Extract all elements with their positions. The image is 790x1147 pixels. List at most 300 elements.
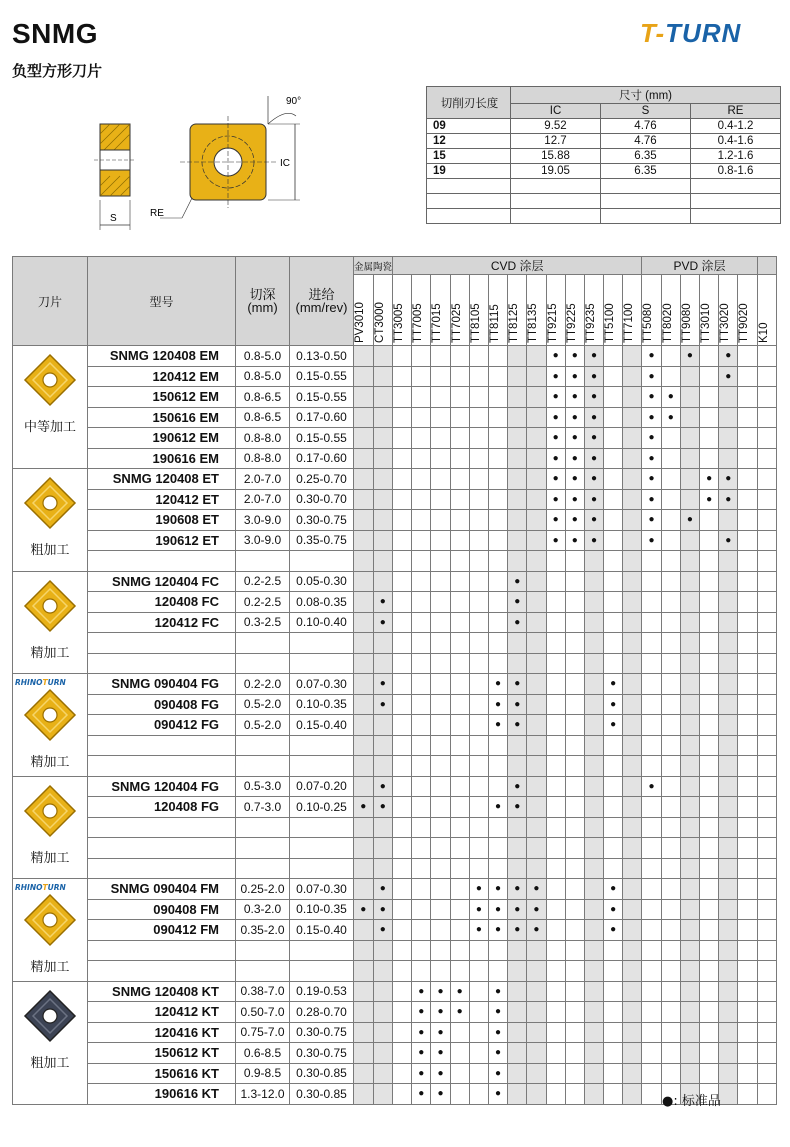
grade-cell [738, 838, 757, 859]
table-row [13, 407, 777, 428]
grade-cell [757, 920, 776, 941]
depth-cell: 0.35-2.0 [236, 920, 290, 941]
grade-cell [393, 592, 412, 613]
grade-cell [757, 366, 776, 387]
grade-cell [546, 612, 565, 633]
grade-cell [431, 387, 450, 408]
grade-cell [584, 653, 603, 674]
grade-header: TT7005 [412, 275, 431, 346]
grade-cell [431, 879, 450, 900]
grade-cell [431, 797, 450, 818]
dim-row [427, 119, 781, 134]
grade-cell [604, 838, 623, 859]
grade-cell [661, 817, 680, 838]
dim-row [427, 134, 781, 149]
feed-cell: 0.17-0.60 [290, 448, 354, 469]
grade-cell [604, 653, 623, 674]
grade-cell [584, 981, 603, 1002]
grade-cell [450, 366, 469, 387]
grade-cell [584, 858, 603, 879]
grade-cell [469, 694, 488, 715]
grade-cell [412, 735, 431, 756]
grade-cell [450, 920, 469, 941]
grade-cell [354, 961, 374, 982]
grade-cell [488, 571, 507, 592]
grade-cell [393, 940, 412, 961]
blade-cell [13, 776, 88, 879]
insert-icon [22, 352, 78, 408]
grade-cell [354, 489, 374, 510]
grade-header: TT8125 [508, 275, 527, 346]
grade-cell [738, 1084, 757, 1105]
grade-cell [757, 879, 776, 900]
table-row [13, 366, 777, 387]
grade-cell [488, 428, 507, 449]
grade-cell [757, 858, 776, 879]
grade-cell [604, 1002, 623, 1023]
feed-cell: 0.15-0.55 [290, 428, 354, 449]
grade-cell [623, 407, 642, 428]
grade-cell [354, 776, 374, 797]
grade-cell [412, 694, 431, 715]
grade-cell [488, 612, 507, 633]
model-cell: 190612 EM [88, 428, 236, 449]
grade-cell [623, 612, 642, 633]
grade-cell [546, 940, 565, 961]
grade-cell [680, 387, 699, 408]
grade-cell [450, 612, 469, 633]
grade-cell [527, 735, 546, 756]
depth-cell: 2.0-7.0 [236, 489, 290, 510]
grade-cell: ● [565, 366, 584, 387]
grade-cell [488, 735, 507, 756]
grade-cell [719, 387, 738, 408]
feed-cell: 0.30-0.85 [290, 1084, 354, 1105]
grade-cell [488, 940, 507, 961]
grade-cell [354, 428, 374, 449]
grade-cell [623, 961, 642, 982]
grade-cell [757, 346, 776, 367]
grade-cell [546, 715, 565, 736]
grade-cell [527, 407, 546, 428]
grade-cell [488, 756, 507, 777]
grade-cell [623, 838, 642, 859]
page-subtitle: 负型方形刀片 [12, 62, 103, 80]
grade-cell [738, 428, 757, 449]
blade-label: 粗加工 [30, 543, 70, 558]
grade-cell [431, 612, 450, 633]
model-cell: 150612 KT [88, 1043, 236, 1064]
grade-cell [527, 1043, 546, 1064]
grade-cell [604, 797, 623, 818]
grade-cell [393, 715, 412, 736]
grade-cell: ● [642, 489, 661, 510]
grade-cell [584, 920, 603, 941]
blade-label: 粗加工 [30, 1055, 70, 1071]
grade-cell [738, 633, 757, 654]
grade-cell [584, 961, 603, 982]
grade-cell [354, 469, 374, 490]
grade-cell: ● [527, 899, 546, 920]
grade-cell [546, 633, 565, 654]
grade-cell [450, 756, 469, 777]
model-cell [88, 940, 236, 961]
table-row [13, 1002, 777, 1023]
grade-cell [527, 366, 546, 387]
grade-cell [373, 633, 393, 654]
feed-cell [290, 817, 354, 838]
grade-cell [738, 530, 757, 551]
grade-header: TT9235 [584, 275, 603, 346]
grade-cell [719, 428, 738, 449]
grade-cell [642, 694, 661, 715]
model-cell: SNMG 120404 FG [88, 776, 236, 797]
grade-cell [565, 1043, 584, 1064]
grade-cell: ● [584, 428, 603, 449]
grade-cell [623, 735, 642, 756]
grade-cell [373, 1022, 393, 1043]
blade-label: 精加工 [30, 960, 70, 975]
grade-cell [757, 633, 776, 654]
depth-cell: 0.8-8.0 [236, 448, 290, 469]
grade-cell [412, 612, 431, 633]
table-row [13, 530, 777, 551]
grade-cell: ● [373, 879, 393, 900]
grade-cell [584, 838, 603, 859]
grade-cell [738, 571, 757, 592]
s-label: S [110, 213, 117, 224]
grade-cell [738, 981, 757, 1002]
grade-cell [527, 797, 546, 818]
grade-cell: ● [488, 1002, 507, 1023]
grade-header: TT7025 [450, 275, 469, 346]
model-cell: 120412 FC [88, 612, 236, 633]
grade-cell [680, 797, 699, 818]
grade-cell [680, 899, 699, 920]
grade-cell: ● [546, 510, 565, 531]
grade-cell [757, 961, 776, 982]
grade-cell [354, 1063, 374, 1084]
grade-cell: ● [584, 387, 603, 408]
grade-cell [488, 346, 507, 367]
grade-cell [680, 653, 699, 674]
grade-cell [719, 612, 738, 633]
grade-cell [527, 612, 546, 633]
grade-cell [488, 633, 507, 654]
feed-cell: 0.10-0.40 [290, 612, 354, 633]
depth-cell: 0.5-3.0 [236, 776, 290, 797]
grade-cell: ● [700, 489, 719, 510]
grade-cell [546, 551, 565, 572]
grade-cell [527, 469, 546, 490]
grade-cell [373, 817, 393, 838]
grade-cell [488, 530, 507, 551]
grade-cell [738, 653, 757, 674]
model-cell [88, 838, 236, 859]
grade-cell [488, 469, 507, 490]
grade-cell [565, 694, 584, 715]
grade-cell [700, 674, 719, 695]
grade-cell [508, 1022, 527, 1043]
grade-cell [450, 879, 469, 900]
depth-cell: 3.0-9.0 [236, 530, 290, 551]
grade-cell [354, 407, 374, 428]
grade-cell [527, 387, 546, 408]
grade-cell [450, 776, 469, 797]
grade-cell: ● [469, 879, 488, 900]
brand-logo [640, 18, 780, 48]
grade-cell [354, 858, 374, 879]
grade-cell [757, 571, 776, 592]
grade-cell [738, 1043, 757, 1064]
grade-cell [661, 612, 680, 633]
model-cell: 190616 KT [88, 1084, 236, 1105]
feed-cell: 0.35-0.75 [290, 530, 354, 551]
grade-cell [661, 653, 680, 674]
grade-cell [757, 592, 776, 613]
feed-cell [290, 756, 354, 777]
depth-cell: 0.5-2.0 [236, 715, 290, 736]
grade-cell [642, 633, 661, 654]
model-cell: 120408 FG [88, 797, 236, 818]
depth-cell [236, 940, 290, 961]
grade-cell [738, 407, 757, 428]
grade-cell [412, 551, 431, 572]
grade-cell: ● [431, 1002, 450, 1023]
table-row [13, 674, 777, 695]
grade-cell [642, 1084, 661, 1105]
grade-cell [738, 961, 757, 982]
grade-cell [412, 448, 431, 469]
depth-cell: 0.8-6.5 [236, 407, 290, 428]
grade-cell [450, 346, 469, 367]
grade-cell [584, 817, 603, 838]
grade-cell [623, 920, 642, 941]
depth-cell: 0.8-6.5 [236, 387, 290, 408]
grade-header: TT9225 [565, 275, 584, 346]
grade-cell [431, 961, 450, 982]
grade-cell [719, 592, 738, 613]
model-cell: 150612 EM [88, 387, 236, 408]
grade-cell: ● [604, 674, 623, 695]
grade-cell [354, 633, 374, 654]
grade-cell [565, 1002, 584, 1023]
dim-cell-len: 12 [427, 134, 511, 149]
grade-cell [604, 1043, 623, 1064]
grade-cell: ● [488, 981, 507, 1002]
grade-cell [738, 1063, 757, 1084]
grade-cell [508, 961, 527, 982]
grade-cell [661, 448, 680, 469]
grade-cell [584, 674, 603, 695]
grade-cell [546, 1002, 565, 1023]
grade-cell [757, 612, 776, 633]
grade-cell [661, 838, 680, 859]
feed-cell: 0.07-0.30 [290, 879, 354, 900]
grade-cell [680, 674, 699, 695]
depth-cell [236, 633, 290, 654]
grade-cell [354, 674, 374, 695]
grade-cell [757, 1063, 776, 1084]
grade-cell [623, 653, 642, 674]
grade-cell: ● [508, 571, 527, 592]
table-row [13, 817, 777, 838]
grade-cell [450, 1022, 469, 1043]
grade-cell [373, 1002, 393, 1023]
grade-cell [661, 633, 680, 654]
grade-header: TT5100 [604, 275, 623, 346]
grade-cell [565, 817, 584, 838]
grade-cell [373, 715, 393, 736]
blade-label: 精加工 [30, 645, 70, 661]
grade-cell [700, 592, 719, 613]
grade-cell [431, 920, 450, 941]
grade-cell [546, 1063, 565, 1084]
grade-cell [393, 346, 412, 367]
depth-cell: 0.8-5.0 [236, 346, 290, 367]
model-cell: 120408 FC [88, 592, 236, 613]
grade-cell [393, 756, 412, 777]
grade-cell [719, 981, 738, 1002]
grade-cell [508, 858, 527, 879]
grade-cell: ● [642, 510, 661, 531]
grade-cell [354, 1084, 374, 1105]
grade-cell [642, 981, 661, 1002]
grade-cell [604, 489, 623, 510]
grade-cell [565, 920, 584, 941]
grade-header: PV3010 [354, 275, 374, 346]
grade-cell [469, 571, 488, 592]
grade-cell [604, 510, 623, 531]
dim-empty-cell [511, 179, 601, 194]
col-depth: 切深 (mm) [236, 257, 290, 346]
grade-cell [450, 1084, 469, 1105]
grade-cell [565, 1022, 584, 1043]
grade-cell [584, 1063, 603, 1084]
grade-cell [700, 817, 719, 838]
feed-cell: 0.30-0.75 [290, 510, 354, 531]
model-cell: 120412 EM [88, 366, 236, 387]
grade-cell [680, 612, 699, 633]
grade-cell [680, 489, 699, 510]
grade-cell [661, 489, 680, 510]
grade-cell [565, 551, 584, 572]
depth-cell: 0.8-8.0 [236, 428, 290, 449]
model-cell: 090408 FG [88, 694, 236, 715]
grade-header: TT8020 [661, 275, 680, 346]
blade-cell [13, 571, 88, 674]
grade-cell [469, 858, 488, 879]
grade-cell [469, 940, 488, 961]
grade-cell: ● [488, 920, 507, 941]
grade-cell [700, 797, 719, 818]
table-row [13, 1063, 777, 1084]
grade-cell: ● [488, 1063, 507, 1084]
grade-cell [738, 489, 757, 510]
grade-cell: ● [431, 1084, 450, 1105]
grade-cell: ● [642, 776, 661, 797]
grade-cell: ● [373, 797, 393, 818]
dim-cell-s: 4.76 [601, 119, 691, 134]
grade-cell [469, 797, 488, 818]
grade-cell [373, 530, 393, 551]
feed-cell: 0.15-0.40 [290, 920, 354, 941]
model-cell: 090412 FG [88, 715, 236, 736]
grade-cell [508, 551, 527, 572]
grade-cell [642, 715, 661, 736]
grade-cell [431, 428, 450, 449]
grade-cell [604, 366, 623, 387]
grade-cell [757, 1084, 776, 1105]
grade-cell [393, 674, 412, 695]
grade-cell [680, 571, 699, 592]
grade-cell [642, 838, 661, 859]
table-row [13, 981, 777, 1002]
grade-cell [546, 592, 565, 613]
grade-cell [700, 838, 719, 859]
model-cell: SNMG 120404 FC [88, 571, 236, 592]
grade-cell [604, 817, 623, 838]
grade-cell [642, 551, 661, 572]
grade-cell [469, 510, 488, 531]
grade-cell [738, 797, 757, 818]
grade-cell [584, 735, 603, 756]
grade-cell: ● [719, 346, 738, 367]
grade-cell [373, 448, 393, 469]
grade-cell [738, 899, 757, 920]
angle-label: 90° [286, 96, 302, 107]
page-title: SNMG [12, 18, 98, 49]
grade-cell [604, 633, 623, 654]
grade-cell [680, 530, 699, 551]
model-cell: 190616 EM [88, 448, 236, 469]
grade-cell [661, 940, 680, 961]
grade-cell [604, 346, 623, 367]
grade-cell [412, 838, 431, 859]
grade-cell [450, 551, 469, 572]
grade-cell [488, 510, 507, 531]
grade-cell: ● [642, 469, 661, 490]
grade-cell [393, 448, 412, 469]
grade-cell: ● [719, 489, 738, 510]
model-cell: 090412 FM [88, 920, 236, 941]
grade-cell: ● [584, 489, 603, 510]
grade-cell [700, 1022, 719, 1043]
grade-cell [661, 1022, 680, 1043]
grade-cell [412, 366, 431, 387]
grade-cell: ● [700, 469, 719, 490]
feed-cell: 0.19-0.53 [290, 981, 354, 1002]
grade-cell [488, 838, 507, 859]
depth-cell: 0.5-2.0 [236, 694, 290, 715]
grade-cell: ● [488, 899, 507, 920]
model-cell [88, 653, 236, 674]
grade-cell: ● [488, 1084, 507, 1105]
grade-cell: ● [642, 530, 661, 551]
grade-cell [680, 981, 699, 1002]
grade-cell [412, 428, 431, 449]
grade-cell [680, 940, 699, 961]
insert-diagram [90, 90, 320, 240]
grade-cell [393, 899, 412, 920]
grade-cell: ● [373, 592, 393, 613]
grade-cell [527, 1022, 546, 1043]
grade-cell [450, 448, 469, 469]
grade-cell: ● [508, 797, 527, 818]
grade-cell: ● [584, 469, 603, 490]
grade-cell [354, 448, 374, 469]
grade-cell: ● [584, 407, 603, 428]
